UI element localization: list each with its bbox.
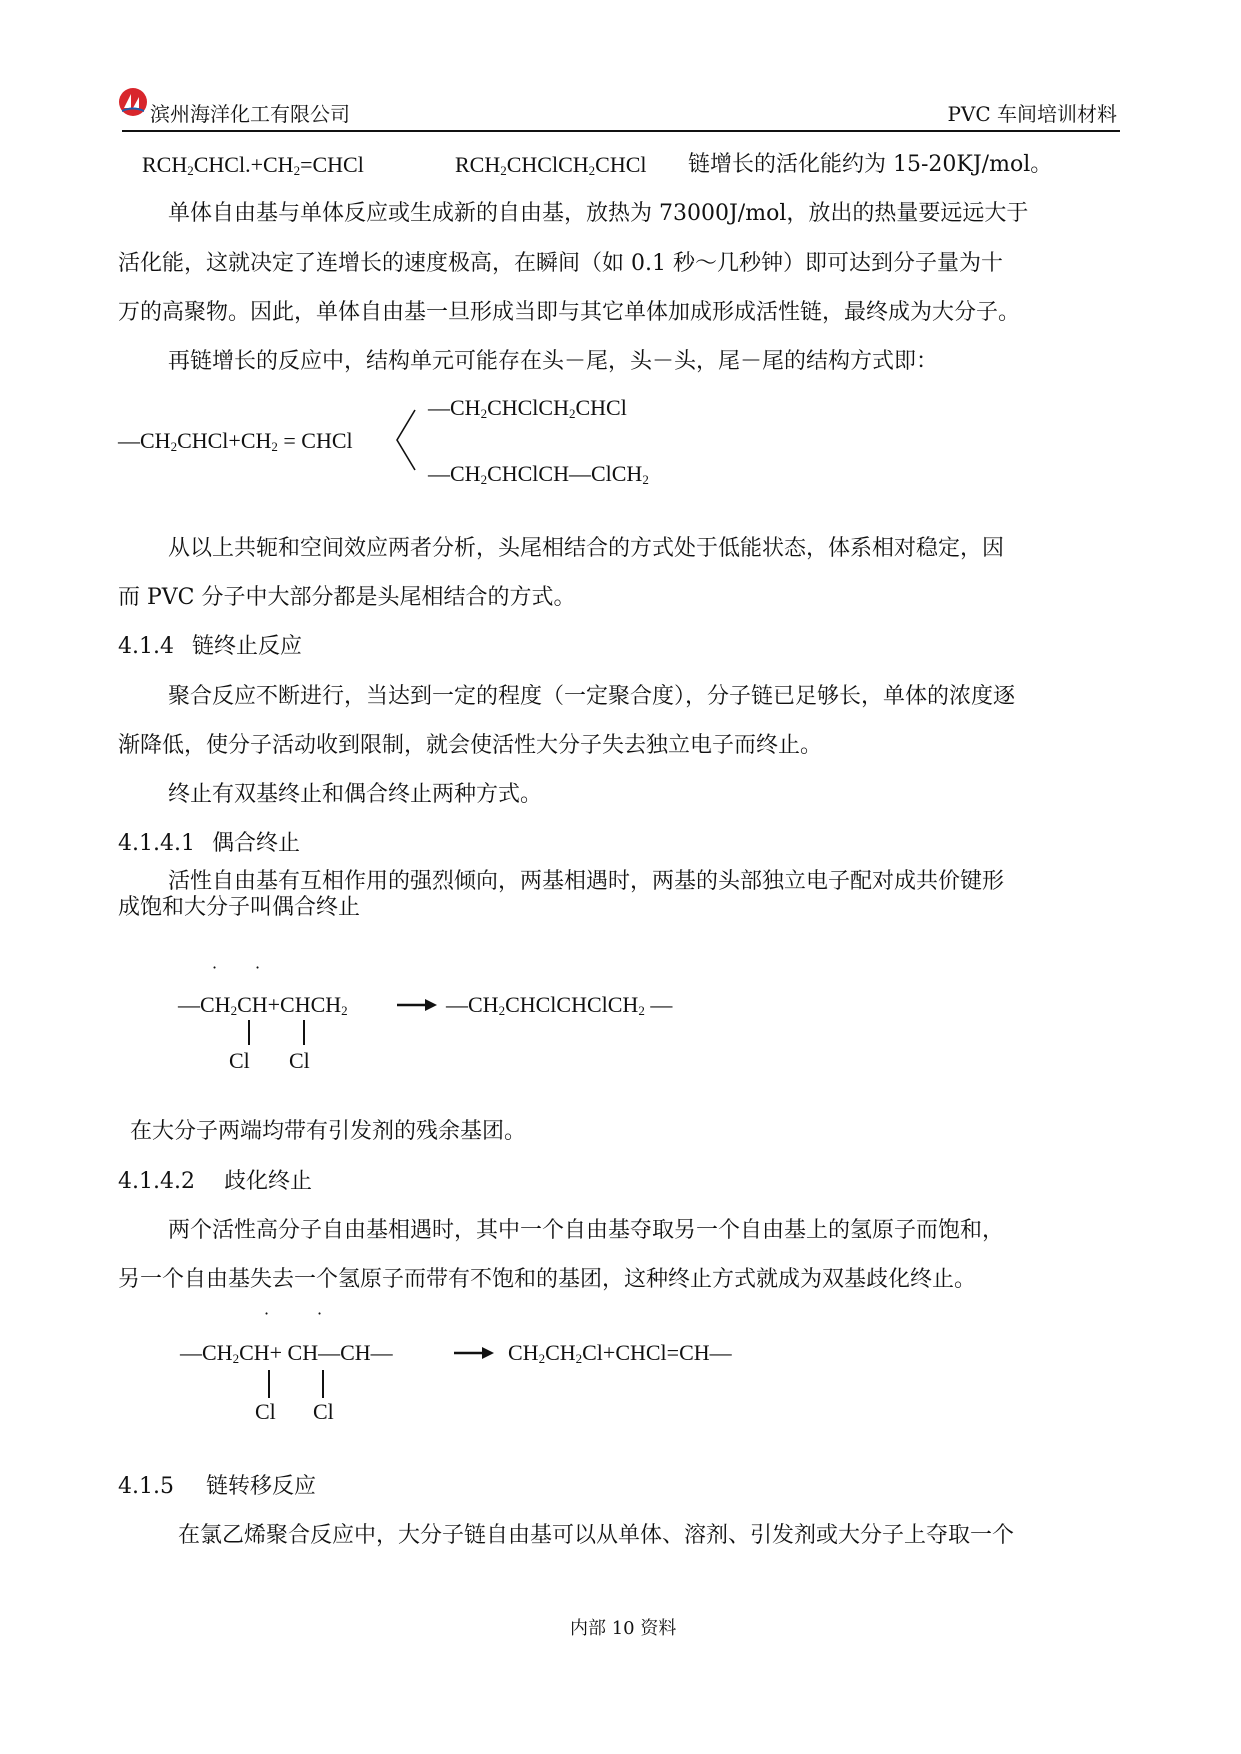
para1-line2: 活化能，这就决定了连增长的速度极高，在瞬间（如 0.1 秒～几秒钟）即可达到分子量为十 xyxy=(118,251,1003,276)
header-doc-title: PVC 车间培训材料 xyxy=(947,102,1117,126)
section-4-1-4-number: 4.1.4 xyxy=(118,634,174,659)
eq-branch-bottom: $—CH_2CHClCH—ClCH_2$ xyxy=(428,461,649,487)
bond-line xyxy=(248,1020,250,1045)
page-footer: 内部 10 资料 xyxy=(570,1618,677,1639)
activation-energy-text: 链增长的活化能约为 15-20KJ/mol。 xyxy=(688,152,1053,177)
radical-dot: · xyxy=(212,958,218,977)
eq-chain-growth: $RCH_2CHCl.+CH_2=CHCl$ xyxy=(142,152,364,178)
para4-line2: 渐降低，使分子活动收到限制，就会使活性大分子失去独立电子而终止。 xyxy=(118,733,823,758)
section-4-1-4-1-number: 4.1.4.1 xyxy=(118,831,195,856)
section-4-1-4-title: 链终止反应 xyxy=(192,634,303,659)
para1-line1: 单体自由基与单体反应或生成新的自由基，放热为 73000J/mol，放出的热量要远远大于 xyxy=(168,201,1029,226)
para3-line1: 从以上共轭和空间效应两者分析，头尾相结合的方式处于低能状态，体系相对稳定，因 xyxy=(168,536,1005,561)
section-4-1-4-2-title: 歧化终止 xyxy=(224,1169,313,1194)
chlorine-label: Cl xyxy=(229,1048,250,1073)
eq-branch-left: $—CH_2CHCl+CH_2$ = CHCl xyxy=(118,428,353,454)
para3-line2: 而 PVC 分子中大部分都是头尾相结合的方式。 xyxy=(118,585,576,610)
para1-line3: 万的高聚物。因此，单体自由基一旦形成当即与其它单体加成形成活性链，最终成为大分子。 xyxy=(118,300,1021,325)
eq-coupling-right: $—CH_2CHClCHClCH_2$ — xyxy=(446,992,673,1018)
radical-dot: · xyxy=(255,958,261,977)
bond-line xyxy=(268,1370,270,1398)
bond-line xyxy=(322,1370,324,1398)
para4-line1: 聚合反应不断进行，当达到一定的程度（一定聚合度），分子链已足够长，单体的浓度逐 xyxy=(168,684,1016,709)
section-4-1-5-title: 链转移反应 xyxy=(206,1474,317,1499)
radical-dot: · xyxy=(264,1304,270,1323)
header-company: 滨州海洋化工有限公司 xyxy=(150,102,350,126)
para7: 在大分子两端均带有引发剂的残余基团。 xyxy=(130,1119,527,1144)
para8-line2: 另一个自由基失去一个氢原子而带有不饱和的基团，这种终止方式就成为双基歧化终止。 xyxy=(118,1267,977,1292)
header-rule xyxy=(122,130,1120,132)
reaction-arrow-icon xyxy=(397,997,437,1017)
eq-chain-growth-product: $RCH_2CHClCH_2CHCl$ xyxy=(455,152,647,178)
para6-line2: 成饱和大分子叫偶合终止 xyxy=(118,895,361,920)
logo-icon xyxy=(118,87,148,117)
para6-line1: 活性自由基有互相作用的强烈倾向，两基相遇时，两基的头部独立电子配对成共价键形 xyxy=(168,869,1005,894)
para8-line1: 两个活性高分子自由基相遇时，其中一个自由基夺取另一个自由基上的氢原子而饱和， xyxy=(168,1218,1005,1243)
eq-branch-top: $—CH_2CHClCH_2CHCl$ xyxy=(428,395,627,421)
section-4-1-5-number: 4.1.5 xyxy=(118,1474,174,1499)
reaction-arrow-icon xyxy=(454,1345,494,1365)
section-4-1-4-2-number: 4.1.4.2 xyxy=(118,1169,195,1194)
eq-coupling-left: $—CH_2CH+CHCH_2$ xyxy=(178,992,348,1018)
company-logo xyxy=(118,87,148,117)
chlorine-label: Cl xyxy=(313,1399,334,1424)
chlorine-label: Cl xyxy=(289,1048,310,1073)
branch-brace xyxy=(393,408,419,476)
radical-dot: · xyxy=(317,1304,323,1323)
eq-dispro-left: $—CH_2CH+$ CH—CH— xyxy=(180,1340,393,1366)
para9: 在氯乙烯聚合反应中，大分子链自由基可以从单体、溶剂、引发剂或大分子上夺取一个 xyxy=(178,1523,1015,1548)
para2: 再链增长的反应中，结构单元可能存在头－尾，头－头，尾－尾的结构方式即： xyxy=(168,349,939,374)
eq-dispro-right: $CH_2CH_2Cl+CHCl=CH—$ xyxy=(508,1340,732,1366)
section-4-1-4-1-title: 偶合终止 xyxy=(212,831,301,856)
para5: 终止有双基终止和偶合终止两种方式。 xyxy=(168,782,543,807)
bond-line xyxy=(303,1020,305,1045)
chlorine-label: Cl xyxy=(255,1399,276,1424)
